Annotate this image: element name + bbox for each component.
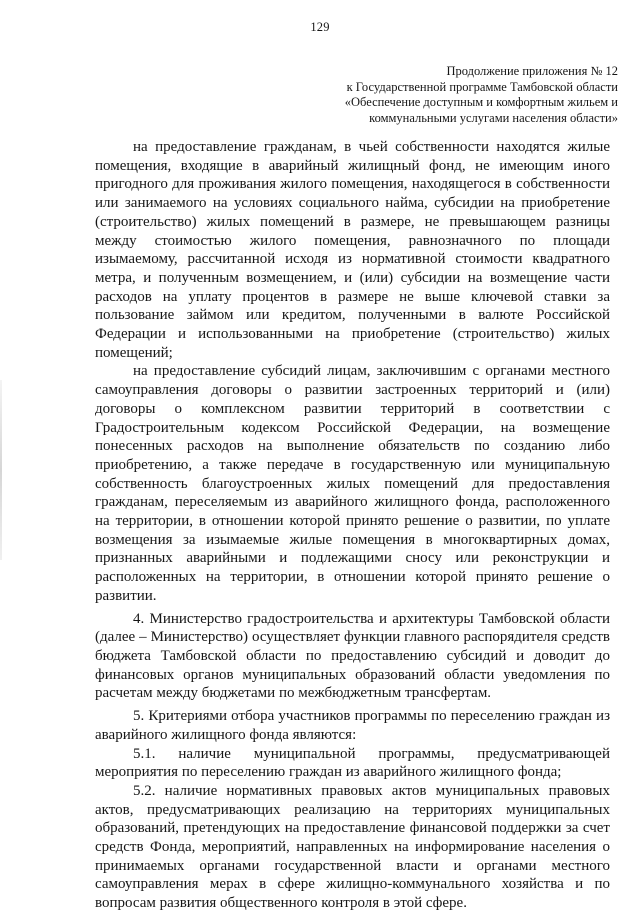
scan-edge-shadow — [0, 380, 2, 560]
page-number: 129 — [310, 20, 330, 34]
paragraph-ministry-functions: 4. Министерство градостроительства и архитектуры Тамбовской области (далее – Министерство) осуществляет функции главного распорядителя средств бюджета Тамбовской области по предоставлению субсидий и доводит до финансовых органов муниципальных образований области уведомления по расчетам между бюджетами по межбюджетным трансфертам. — [95, 610, 610, 702]
paragraph-criterion-5-1: 5.1. наличие муниципальной программы, предусматривающей мероприятия по переселению граждан из аварийного жилищного фонда; — [95, 745, 610, 781]
paragraph-subsidy-developers: на предоставление субсидий лицам, заключившим с органами местного самоуправления договоры о развитии застроенных территорий и (или) договоры о комплексном развитии территорий в соответствии с Градостроительным кодексом Российской Федерации, на возмещение понесенных расходов на выполнение обязательств по созданию либо приобретению, а также передаче в государственную или муниципальную собственность благоустроенных жилых помещений для предоставления гражданам, переселяемым из аварийного жилищного фонда, расположенного на территории, в отношении которой принято решение о развитии, по уплате возмещения за изымаемые жилые помещения в многоквартирных домах, признанных аварийными и подлежащими сносу или реконструкции и расположенных на территории, в отношении которой принято решение о развитии. — [95, 363, 610, 604]
paragraph-criterion-5-2: 5.2. наличие нормативных правовых актов муниципальных правовых актов, предусматривающих реализацию на территориях муниципальных образований, претендующих на предоставление финансовой поддержки за счет средств Фонда, мероприятий, направленных на информирование населения о принимаемых органами государственной власти и органами местного самоуправления мерах в сфере жилищно-коммунального хозяйства и по вопросам развития общественного контроля в этой сфере. — [95, 782, 610, 912]
appendix-header-line: к Государственной программе Тамбовской области — [346, 79, 618, 94]
document-body — [95, 138, 610, 913]
paragraph-selection-criteria: 5. Критериями отбора участников программы по переселению граждан из аварийного жилищного фонда являются: — [95, 708, 610, 743]
appendix-header-line: «Обеспечение доступным и комфортным жильем и — [344, 95, 618, 109]
paragraph-subsidy-citizens: на предоставление гражданам, в чьей собственности находятся жилые помещения, входящие в аварийный жилищный фонд, не имеющим иного пригодного для проживания жилого помещения, находящегося в собственности или занимаемого на условиях социального найма, субсидии на приобретение (строительство) жилых помещений в размере, не превышающем разницы между стоимостью жилого помещения, равнозначного по площади изымаемому, рассчитанной исходя из нормативной стоимости квадратного метра, и полученным возмещением, и (или) субсидии на возмещение части расходов на уплату процентов в размере не выше ключевой ставки за пользование займом или кредитом, полученными в валюте Российской Федерации и использованными на приобретение (строительство) жилых помещений; — [95, 139, 610, 361]
appendix-header-line: коммунальными услугами населения области» — [369, 110, 618, 125]
appendix-header — [278, 64, 618, 126]
appendix-header-line: Продолжение приложения № 12 — [446, 64, 618, 78]
